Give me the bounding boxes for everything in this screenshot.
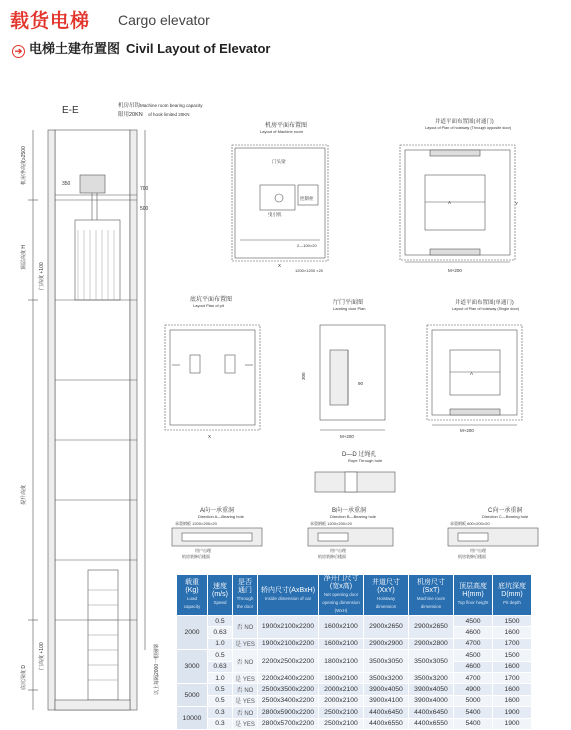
table-cell-mr: 4400x6450 (409, 707, 454, 718)
table-cell-hoist: 4400x6550 (364, 718, 409, 729)
dim-a-single: A (470, 371, 474, 376)
table-cell-mr: 3900x4000 (409, 695, 454, 706)
dim-350: 350 (62, 181, 71, 187)
table-row (177, 684, 532, 695)
section-title-en: Civil Layout of Elevator (126, 41, 271, 56)
table-cell-car: 1900x2100x2200 (258, 638, 319, 649)
table-cell-speed: 0.5 (208, 684, 233, 695)
dir-a-cn: A向一承重洞 (200, 508, 235, 514)
header-cn: 速度(m/s) (212, 583, 228, 598)
car-section (75, 220, 120, 300)
landing-cn: 厅门平面图 (333, 300, 364, 306)
plate-b: 承重钢板 1200×200×20 (310, 521, 352, 526)
dir-c-cn: C向一承重洞 (488, 508, 523, 514)
hoistway-through-plan (405, 150, 510, 255)
table-cell-mr: 2900x2800 (409, 638, 454, 649)
table-cell-car: 2800x5900x2200 (258, 707, 319, 718)
table-cell-top: 4500 (454, 650, 493, 661)
dim-x-pit: X (208, 434, 212, 439)
table-cell-mr: 2900x2650 (409, 616, 454, 639)
table-cell-speed: 1.0 (208, 672, 233, 683)
dim-m200-hw: M+200 (448, 268, 462, 273)
rope-en: Rope Through hole (348, 458, 383, 463)
table-header-cell (208, 575, 233, 616)
table-header-row (177, 575, 532, 616)
table-cell-top: 4500 (454, 616, 493, 627)
table-cell-pit: 1600 (493, 695, 532, 706)
floor-a: 机房装修后楼面 (182, 554, 210, 559)
table-cell-hoist: 3500x3200 (364, 672, 409, 683)
table-cell-hoist: 3900x4100 (364, 695, 409, 706)
table-cell-through: 否 NO (233, 707, 258, 718)
customer-b: 用户自理 (330, 548, 346, 553)
header-cn: 井道尺寸(XxY) (372, 579, 400, 594)
header-en: Top floor height (457, 600, 489, 605)
table-header-cell (258, 575, 319, 616)
table-header-cell (409, 575, 454, 616)
table-cell-load: 3000 (177, 650, 208, 684)
table-cell-pit: 1700 (493, 638, 532, 649)
header-en: Hoistway dimension (375, 596, 397, 609)
table-row (177, 616, 532, 627)
dim-m200-landing: M+200 (340, 434, 354, 439)
dim-500: 500 (140, 206, 149, 212)
header-title-cn: 载货电梯 (10, 11, 91, 32)
header-en: Net opening door opening dimension (WxH) (322, 592, 360, 613)
table-cell-car: 2200x2500x2200 (258, 650, 319, 673)
table-cell-speed: 0.5 (208, 695, 233, 706)
table-header-cell (493, 575, 532, 616)
table-cell-pit: 1900 (493, 707, 532, 718)
spec-table (176, 574, 532, 730)
table-cell-car: 2800x5700x2200 (258, 718, 319, 729)
table-cell-speed: 1.0 (208, 638, 233, 649)
dim-90: 90 (358, 381, 364, 386)
header-en: Pit depth (503, 600, 521, 605)
table-row (177, 695, 532, 706)
table-cell-pit: 1500 (493, 616, 532, 627)
table-cell-pit: 1600 (493, 627, 532, 638)
table-cell-car: 2500x3400x2200 (258, 695, 319, 706)
table-cell-speed: 0.3 (208, 718, 233, 729)
table-cell-door: 1800x2100 (319, 672, 364, 683)
table-cell-load: 10000 (177, 707, 208, 730)
header-cn: 机房尺寸(SxT) (417, 579, 445, 594)
table-header-cell (233, 575, 258, 616)
header-en: Speed (213, 600, 227, 605)
table-cell-speed: 0.3 (208, 707, 233, 718)
table-cell-pit: 1900 (493, 718, 532, 729)
customer-a: 用户自理 (195, 548, 211, 553)
interval-label: 以上每隔2000一根圈梁 (154, 643, 160, 695)
dir-b-cn: B向一承重洞 (332, 508, 367, 514)
header-cn: 顶层高度H(mm) (459, 583, 487, 598)
plate-c: 承重钢板 600×200×20 (450, 521, 490, 526)
table-cell-hoist: 3900x4050 (364, 684, 409, 695)
dir-a-en: Direction A—Bearing hole (198, 514, 244, 519)
table-cell-top: 4600 (454, 627, 493, 638)
table-cell-through: 是 YES (233, 638, 258, 649)
table-cell-top: 5400 (454, 718, 493, 729)
table-cell-speed: 0.63 (208, 661, 233, 672)
plate-a: 承重钢板 1200×200×20 (175, 521, 217, 526)
table-cell-top: 4600 (454, 661, 493, 672)
section-title-cn: 电梯土建布置图 (29, 41, 121, 56)
table-cell-pit: 1600 (493, 661, 532, 672)
table-cell-mr: 3500x3200 (409, 672, 454, 683)
hw-through-cn: 井道平面布置图(对通门) (435, 119, 494, 125)
table-row (177, 638, 532, 649)
mr-plan-en: Layout of Machine room (260, 129, 303, 134)
table-header-cell (319, 575, 364, 616)
header-cn: 是否通门 (238, 579, 252, 594)
header-en: Through the door (236, 596, 254, 609)
table-cell-through: 是 YES (233, 695, 258, 706)
table-header-cell (177, 575, 208, 616)
table-cell-mr: 3900x4050 (409, 684, 454, 695)
table-cell-hoist: 4400x6450 (364, 707, 409, 718)
dim-m200-single: M+200 (460, 428, 474, 433)
pit-depth-label: 底坑深度 D (21, 664, 27, 690)
hook-cn: 机房吊钩 (118, 103, 141, 109)
table-row (177, 650, 532, 661)
table-cell-door: 2000x2100 (319, 684, 364, 695)
header-cn: 底坑深度D(mm) (498, 583, 526, 598)
table-cell-top: 4700 (454, 638, 493, 649)
pit-plan (170, 330, 255, 425)
header-en: Inside dimension of car (264, 596, 312, 601)
hoistway-single-plan (432, 330, 517, 415)
pit-plan-en: Layout Plan of pit (193, 303, 224, 308)
table-cell-speed: 0.5 (208, 650, 233, 661)
floor-c: 机房装修后楼面 (458, 554, 486, 559)
lift-height-label: 提升高度 (21, 484, 27, 505)
table-cell-door: 2500x2100 (319, 707, 364, 718)
door-height-label-2: 门高度 +100 (39, 642, 45, 670)
dim-a-hw: A (448, 200, 452, 205)
table-cell-through: 是 YES (233, 672, 258, 683)
landing-en: Landing door Plan (333, 306, 366, 311)
table-cell-pit: 1500 (493, 650, 532, 661)
table-cell-load: 5000 (177, 684, 208, 707)
dim-y-hw: Y (515, 201, 519, 206)
table-cell-speed: 0.63 (208, 627, 233, 638)
dim-700: 700 (140, 186, 149, 192)
door-height-label: 门高度 +100 (39, 262, 45, 290)
table-cell-door: 2000x2100 (319, 695, 364, 706)
dim-2500: 机房净高度≥2500 (21, 146, 27, 185)
limit-cn: 限用20KN (118, 112, 143, 118)
hook-en: Machine room bearing capacity (140, 103, 203, 108)
table-body (177, 616, 532, 730)
header-cn: 净开门尺寸(宽x高) (323, 575, 359, 590)
table-cell-car: 1900x2100x2200 (258, 616, 319, 639)
dir-b-en: Direction B—Bearing hole (330, 514, 377, 519)
hw-single-cn: 井道平面布置图(单通门) (455, 300, 514, 306)
table-cell-pit: 1700 (493, 672, 532, 683)
table-cell-mr: 3500x3050 (409, 650, 454, 673)
control-label: 控制柜 (300, 196, 314, 201)
table-cell-door: 2500x2100 (319, 718, 364, 729)
hw-through-en: Layout of Plan of hoistway (Through opposite door) (425, 126, 512, 130)
table-header-cell (454, 575, 493, 616)
table-cell-through: 否 NO (233, 684, 258, 695)
header-cn: 轿内尺寸(AxBxH) (260, 587, 316, 594)
header-en: Load capacity (183, 596, 201, 609)
table-cell-door: 1600x2100 (319, 638, 364, 649)
dim-x-mr: X (278, 263, 282, 268)
table-cell-top: 5400 (454, 707, 493, 718)
pit-plan-cn: 底坑平面布置图 (190, 297, 233, 303)
table-cell-mr: 4400x6550 (409, 718, 454, 729)
dim-300: 300 (301, 372, 306, 380)
table-cell-door: 1600x2100 (319, 616, 364, 639)
dim-2x100: 2—100×20 (297, 243, 317, 248)
table-cell-top: 4900 (454, 684, 493, 695)
dim-1200: 1200×1200 ×20 (295, 268, 324, 273)
traction-machine (80, 175, 105, 193)
shaft-beam-label: 门头梁 (272, 159, 286, 164)
table-cell-hoist: 2900x2650 (364, 616, 409, 639)
table-cell-car: 2200x2400x2200 (258, 672, 319, 683)
table-cell-top: 5000 (454, 695, 493, 706)
table-cell-door: 1800x2100 (319, 650, 364, 673)
table-cell-through: 是 YES (233, 718, 258, 729)
table-cell-through: 否 NO (233, 650, 258, 673)
header-en: Machine room dimension (416, 596, 446, 609)
table-cell-hoist: 2900x2900 (364, 638, 409, 649)
mr-plan-cn: 机房平面布置图 (265, 123, 308, 129)
arrow-right-icon: ➔ (12, 45, 25, 58)
motor-label: 曳引机 (268, 212, 282, 217)
customer-c: 用户自理 (470, 548, 486, 553)
ee-label: E-E (62, 105, 79, 116)
header-title-en: Cargo elevator (118, 12, 210, 28)
table-header-cell (364, 575, 409, 616)
table-cell-top: 4700 (454, 672, 493, 683)
top-height-label: 顶层高度 H (21, 244, 27, 270)
table-cell-car: 2500x3500x2200 (258, 684, 319, 695)
dir-c-en: Direction C—Bearing hole (482, 514, 529, 519)
hw-single-en: Layout of Plan of hoistway (Single door) (452, 307, 520, 311)
limit-en: of hook limited 20KN (148, 112, 190, 117)
table-cell-hoist: 3500x3050 (364, 650, 409, 673)
hoistway-section (55, 130, 130, 710)
header-cn: 载重(Kg) (185, 579, 199, 594)
table-cell-load: 2000 (177, 616, 208, 650)
table-cell-through: 否 NO (233, 616, 258, 639)
table-cell-pit: 1600 (493, 684, 532, 695)
table-row (177, 707, 532, 718)
rope-cn: D—D 过绳孔 (342, 452, 377, 458)
table-row (177, 672, 532, 683)
table-cell-speed: 0.5 (208, 616, 233, 627)
floor-b: 机房装修后楼面 (318, 554, 346, 559)
machine-room-plan (235, 148, 325, 258)
